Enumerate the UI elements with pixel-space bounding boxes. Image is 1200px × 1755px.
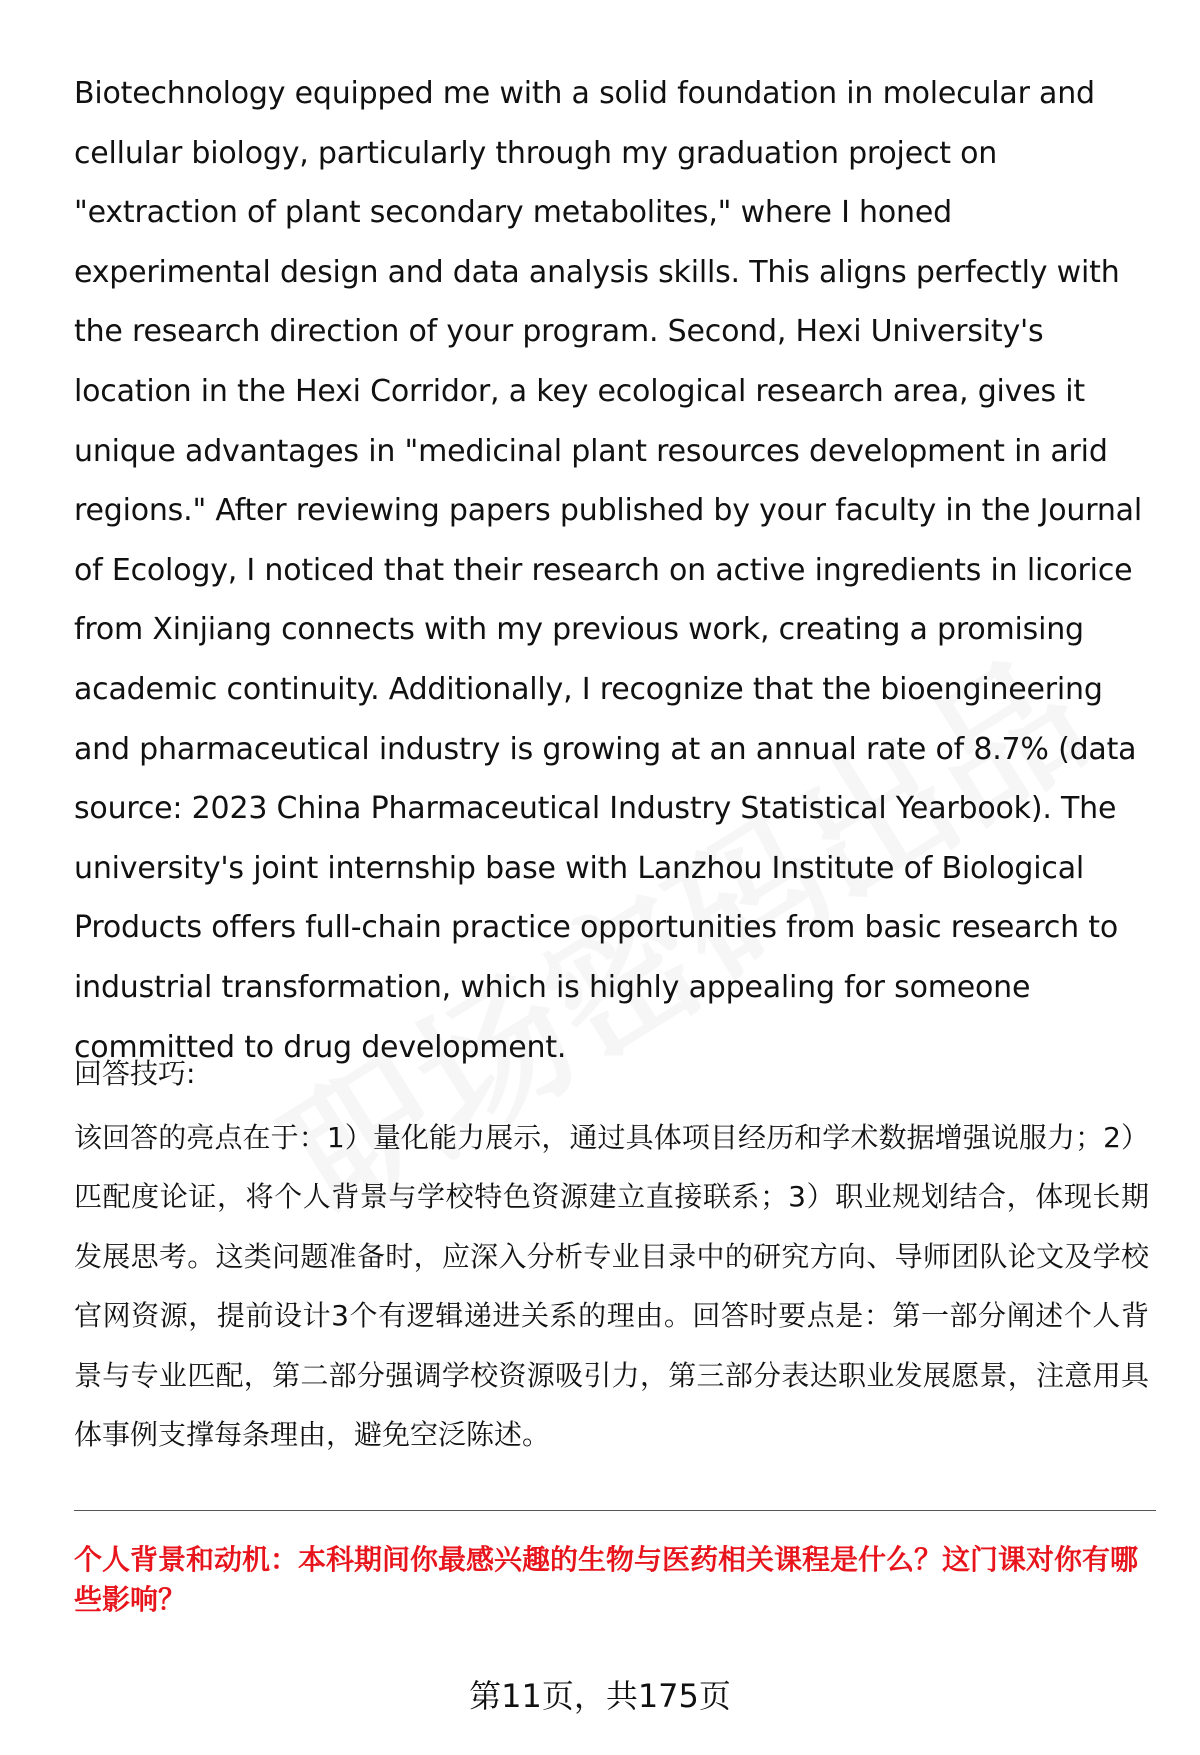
answer-paragraph: Biotechnology equipped me with a solid foundation in molecular and cellular biology, particularly through my graduation project on "extraction of plant secondary metabolites," where I honed experimental design and data analysis skills. This aligns perfectly with the research direction of your program. Second, Hexi University's location in the Hexi Corridor, a key ecological research area, gives it unique advantages in "medicinal plant resources development in arid regions." After reviewing papers published by your faculty in the Journal of Ecology, I noticed that their research on active ingredients in licorice from Xinjiang connects with my previous work, creating a promising academic continuity. Additionally, I recognize that the bioengineering and pharmaceutical industry is growing at an annual rate of 8.7% (data source: 2023 China Pharmaceutical Industry Statistical Yearbook). The university's joint internship base with Lanzhou Institute of Biological Products offers full-chain practice opportunities from basic research to industrial transformation, which is highly appealing for someone committed to drug development.: [74, 76, 1142, 1065]
tips-paragraph: 该回答的亮点在于：1）量化能力展示，通过具体项目经历和学术数据增强说服力；2）匹配度论证，将个人背景与学校特色资源建立直接联系；3）职业规划结合，体现长期发展思考。这类问题准备时，应深入分析专业目录中的研究方向、导师团队论文及学校官网资源，提前设计3个有逻辑递进关系的理由。回答时要点是：第一部分阐述个人背景与专业匹配，第二部分强调学校资源吸引力，第三部分表达职业发展愿景，注意用具体事例支撑每条理由，避免空泛陈述。: [74, 1121, 1149, 1452]
next-question-heading: 个人背景和动机：本科期间你最感兴趣的生物与医药相关课程是什么？这门课对你有哪些影响？: [74, 1543, 1139, 1616]
page-number: 第11页，共175页: [469, 1677, 731, 1715]
tips-heading: 回答技巧:: [74, 1057, 196, 1090]
section-divider: [74, 1510, 1156, 1511]
